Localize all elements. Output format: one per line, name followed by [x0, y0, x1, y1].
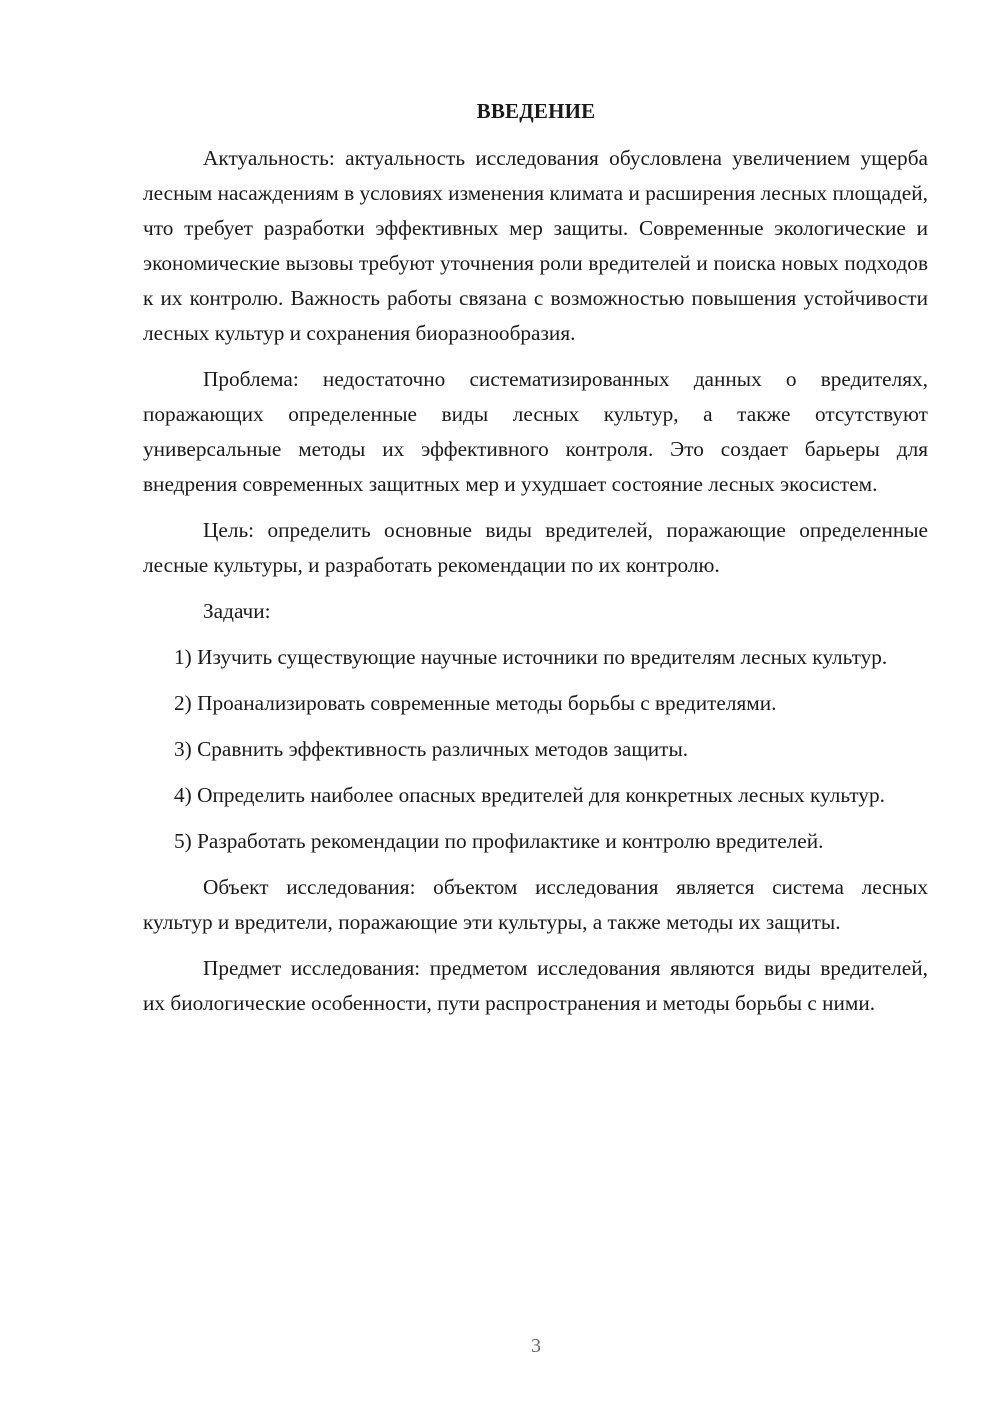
page-number: 3 [531, 1335, 541, 1357]
paragraph-problem: Проблема: недостаточно систематизированных данных о вредителях, поражающих определенные виды лесных культур, а также отсутствуют универсальные методы их эффективного контроля. Это создает барьеры для внедрения современных защитных мер и ухудшает состояние лесных экосистем. [143, 367, 928, 496]
body-text [143, 141, 928, 1021]
section-heading: ВВЕДЕНИЕ [476, 99, 596, 123]
paragraph-goal: Цель: определить основные виды вредителей, поражающие определенные лесные культуры, и разработать рекомендации по их контролю. [143, 518, 928, 577]
paragraph-relevance: Актуальность: актуальность исследования обусловлена увеличением ущерба лесным насаждениям в условиях изменения климата и расширения лесных площадей, что требует разработки эффективных мер защиты. Современные экологические и экономические вызовы требуют уточнения роли вредителей и поиска новых подходов к их контролю. Важность работы связана с возможностью повышения устойчивости лесных культур и сохранения биоразнообразия. [143, 146, 928, 345]
task-item: 5) Разработать рекомендации по профилактике и контролю вредителей. [174, 829, 824, 853]
tasks-label: Задачи: [203, 599, 271, 623]
task-item: 1) Изучить существующие научные источники по вредителям лесных культур. [174, 645, 888, 669]
paragraph-subject: Предмет исследования: предметом исследования являются виды вредителей, их биологические особенности, пути распространения и методы борьбы с ними. [143, 956, 928, 1015]
paragraph-object: Объект исследования: объектом исследования является система лесных культур и вредители, поражающие эти культуры, а также методы их защиты. [143, 875, 928, 934]
task-item: 3) Сравнить эффективность различных методов защиты. [174, 737, 689, 761]
task-item: 4) Определить наиболее опасных вредителей для конкретных лесных культур. [174, 783, 885, 807]
task-item: 2) Проанализировать современные методы борьбы с вредителями. [174, 691, 777, 715]
